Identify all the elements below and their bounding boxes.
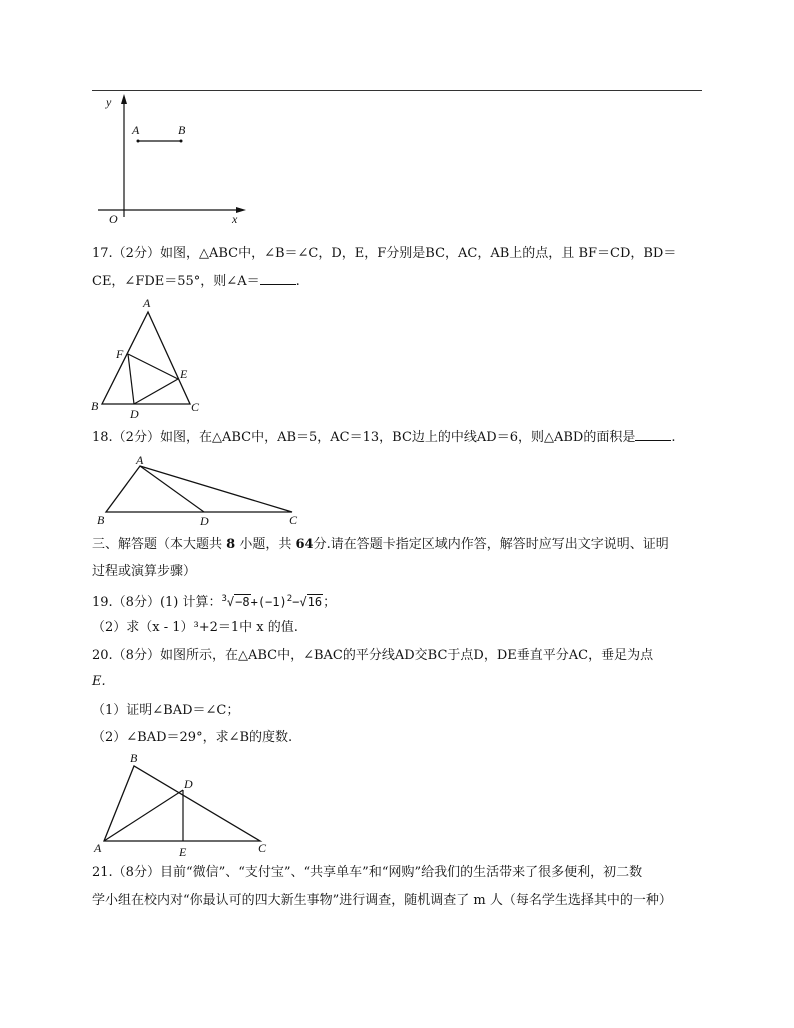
- q21-line2: 学小组在校内对“你最认可的四大新生事物”进行调查，随机调查了 m 人（每名学生选择其中的一种）: [92, 893, 672, 908]
- section3-text-a: 三、解答题（本大题共: [92, 537, 223, 552]
- section3-line2: 过程或演算步骤）: [92, 564, 197, 579]
- x-axis-label: x: [232, 212, 238, 226]
- radicand-1: −8: [235, 595, 250, 609]
- vertex-b-label: B: [130, 751, 138, 765]
- point-b-label: B: [178, 123, 186, 137]
- figure-18-triangle: [92, 452, 307, 528]
- exponent: 2: [286, 594, 293, 604]
- point-d-label: D: [184, 777, 193, 791]
- q20-sub2: （2）∠BAD＝29°，求∠B的度数.: [92, 730, 293, 745]
- q20-sub1: （1）证明∠BAD＝∠C；: [92, 703, 240, 718]
- expr-middle: +(−1): [250, 595, 287, 609]
- vertex-c-label: C: [191, 400, 200, 414]
- section3-text-b: 小题，共: [239, 537, 292, 552]
- header-rule: [92, 90, 702, 91]
- q21-line1: 21.（8分）目前“微信”、“支付宝”、“共享单车”和“网购”给我们的生活带来了很多便利，初二数: [92, 865, 643, 880]
- answer-blank: [635, 428, 671, 441]
- q19-expression: $^3√-8+(-1)^2-√16$: [221, 594, 323, 609]
- q19-line2: （2）求（x - 1）³+2＝1中 x 的值.: [92, 620, 298, 635]
- vertex-c-label: C: [289, 513, 298, 527]
- vertex-a-label: A: [136, 453, 144, 467]
- point-e-label: E: [180, 367, 188, 381]
- q20-line2: E.: [92, 674, 106, 689]
- section3-num-questions: 8: [226, 537, 236, 552]
- q17-line2: [92, 272, 300, 290]
- q20-line1: 20.（8分）如图所示，在△ABC中，∠BAC的平分线AD交BC于点D，DE垂直平分AC，垂足为点: [92, 648, 654, 663]
- vertex-a-label: A: [94, 841, 102, 855]
- point-d-label: D: [200, 514, 209, 528]
- radicand-2: 16: [307, 595, 323, 609]
- answer-blank: [260, 272, 296, 285]
- q17-line1: 17.（2分）如图，△ABC中，∠B＝∠C，D，E，F分别是BC，AC，AB上的点，且 BF＝CD，BD＝: [92, 246, 677, 261]
- q17-line2-end: .: [295, 274, 300, 289]
- y-axis-label: y: [106, 95, 112, 109]
- point-d-label: D: [130, 407, 139, 421]
- vertex-a-label: A: [143, 296, 151, 310]
- point-e-label: E: [179, 845, 187, 859]
- cube-root-index: 3: [221, 594, 227, 604]
- q19-line1: [92, 591, 336, 611]
- origin-label: O: [109, 212, 118, 226]
- q18-text: [92, 428, 676, 446]
- q17-line2-text: CE，∠FDE＝55°，则∠A＝: [92, 274, 260, 289]
- vertex-c-label: C: [258, 841, 267, 855]
- section3-text-c: 分.请在答题卡指定区域内作答，解答时应写出文字说明、证明: [313, 537, 669, 552]
- vertex-b-label: B: [91, 399, 99, 413]
- point-f-label: F: [116, 347, 124, 361]
- figure-17-triangle: [88, 296, 208, 421]
- q19-prefix: 19.（8分）(1) 计算：: [92, 595, 222, 610]
- section3-num-points: 64: [295, 537, 314, 552]
- point-a-label: A: [132, 123, 140, 137]
- q18-end: .: [671, 430, 676, 445]
- q18-question: 18.（2分）如图，在△ABC中，AB＝5，AC＝13，BC边上的中线AD＝6，则△ABD的面积是: [92, 430, 636, 445]
- q19-end: ；: [323, 595, 337, 610]
- section3-line1: [92, 537, 669, 553]
- figure-20-triangle: [92, 748, 282, 858]
- expr-minus: −: [292, 595, 300, 609]
- vertex-b-label: B: [97, 513, 105, 527]
- figure-16-coordinate-axes: [92, 92, 252, 227]
